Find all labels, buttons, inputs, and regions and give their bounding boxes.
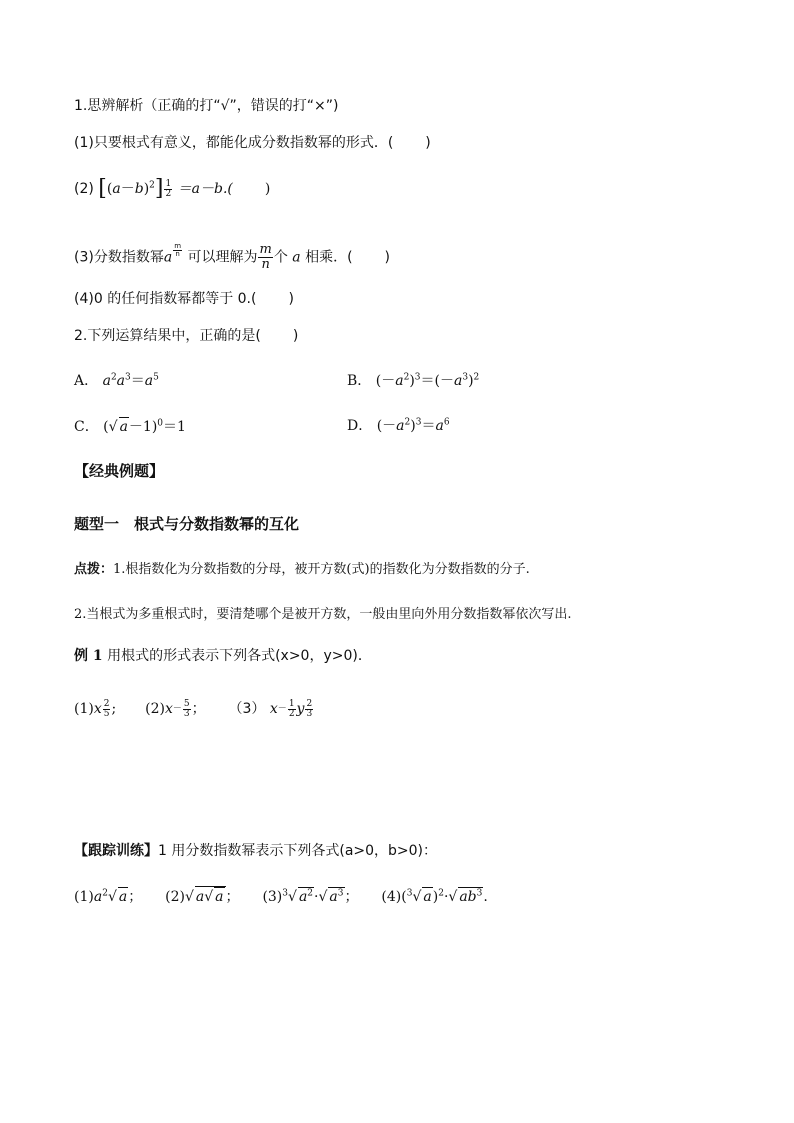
example-1-item-1: (1)x $\frac{2}{5}$ ;: [74, 699, 117, 719]
hint-1: [74, 561, 530, 579]
option-c-formula: (√ a－1)$^0$＝1: [103, 418, 186, 435]
option-b-formula: $(-a^2)^3=(-a^3)^2$: [375, 372, 480, 389]
track-text: 1 用分数指数幂表示下列各式(a>0，b>0)：: [158, 843, 438, 859]
option-c-label: C．: [74, 419, 99, 435]
example-1-label: 例 1: [74, 648, 103, 664]
section-title: 【经典例题】: [74, 462, 165, 480]
track-item-2: (2)√ a√ a ；: [165, 889, 239, 905]
option-d: [347, 417, 450, 435]
q1-item-2-close: ): [264, 181, 271, 197]
option-b: [347, 372, 479, 390]
q1-item-4: [74, 290, 294, 308]
q1-item-2: [74, 176, 271, 201]
q1-item-2-prefix: (2): [74, 181, 94, 197]
option-c: [74, 417, 186, 436]
option-d-label: D．: [347, 418, 373, 434]
q1-item-2-formula: $[(a-b)^2]$ $\frac{1}{2}$: [98, 176, 172, 201]
option-b-label: B．: [347, 373, 372, 389]
q2-title: [74, 327, 298, 345]
hint-2: 2.当根式为多重根式时，要清楚哪个是被开方数，一般由里向外用分数指数幂依次写出.: [74, 607, 572, 622]
example-1-text: 用根式的形式表示下列各式(x>0，y>0)．: [107, 648, 372, 664]
q1-item-1: [74, 134, 431, 152]
option-d-formula: $(-a^2)^3=a^6$: [376, 417, 450, 434]
q1-item-2-rhs: ＝a－b.(: [177, 181, 233, 197]
q1-item-3-text-a: (3)分数指数幂: [74, 249, 164, 266]
q1-item-4-close: ): [288, 291, 294, 307]
hint-label: 点拨：: [74, 562, 114, 577]
q1-item-1-close: ): [425, 135, 431, 151]
option-a-label: A．: [74, 373, 99, 389]
track-items: [74, 886, 488, 906]
track-item-1: $(1)a^2√$ a；: [74, 888, 143, 905]
q1-item-3-text-c: 个: [273, 249, 288, 266]
q2-title-text: 2.下列运算结果中，正确的是(: [74, 328, 261, 344]
track-item-4: (4)($^3$√ a)$^2$·√ $ab^3$.: [381, 888, 488, 905]
q1-title: 1.思辨解析（正确的打“√”，错误的打“×”): [74, 98, 339, 114]
q1-item-3-close: ): [384, 249, 391, 266]
type1-title: 题型一 根式与分数指数幂的互化: [74, 515, 300, 533]
track-item-3: $(3)^3√$ $a^2\cdot√$ $a^3$；: [262, 888, 359, 905]
example-1-items: [74, 700, 314, 719]
example-1: [74, 647, 372, 665]
q1-item-3-text-b: 可以理解为: [187, 249, 258, 266]
hint-1-text: 1.根指数化为分数指数的分母，被开方数(式)的指数化为分数指数的分子.: [113, 562, 530, 577]
example-1-item-2: (2)x－ $\frac{5}{3}$ ；: [145, 699, 206, 719]
option-a: [74, 372, 159, 390]
q1-item-4-text: (4)0 的任何指数幂都等于 0.(: [74, 291, 257, 307]
q1-item-3-text-d: 相乘．(: [305, 249, 353, 266]
q1-item-1-text: (1)只要根式有意义，都能化成分数指数幂的形式．(: [74, 135, 394, 151]
track-title: [74, 842, 437, 860]
option-a-formula: $a^2a^3=a^5$: [102, 372, 159, 389]
q1-item-3: (3)分数指数幂a $\frac{m}{n}$ 可以理解为 $\frac{m}{n}$ 个 a 相乘．( ): [74, 242, 391, 272]
track-label: 【跟踪训练】: [74, 843, 158, 859]
example-1-item-3: （3） x－ $\frac{1}{2}$ y $\frac{2}{3}$: [228, 699, 313, 719]
q2-title-close: ): [292, 328, 299, 344]
